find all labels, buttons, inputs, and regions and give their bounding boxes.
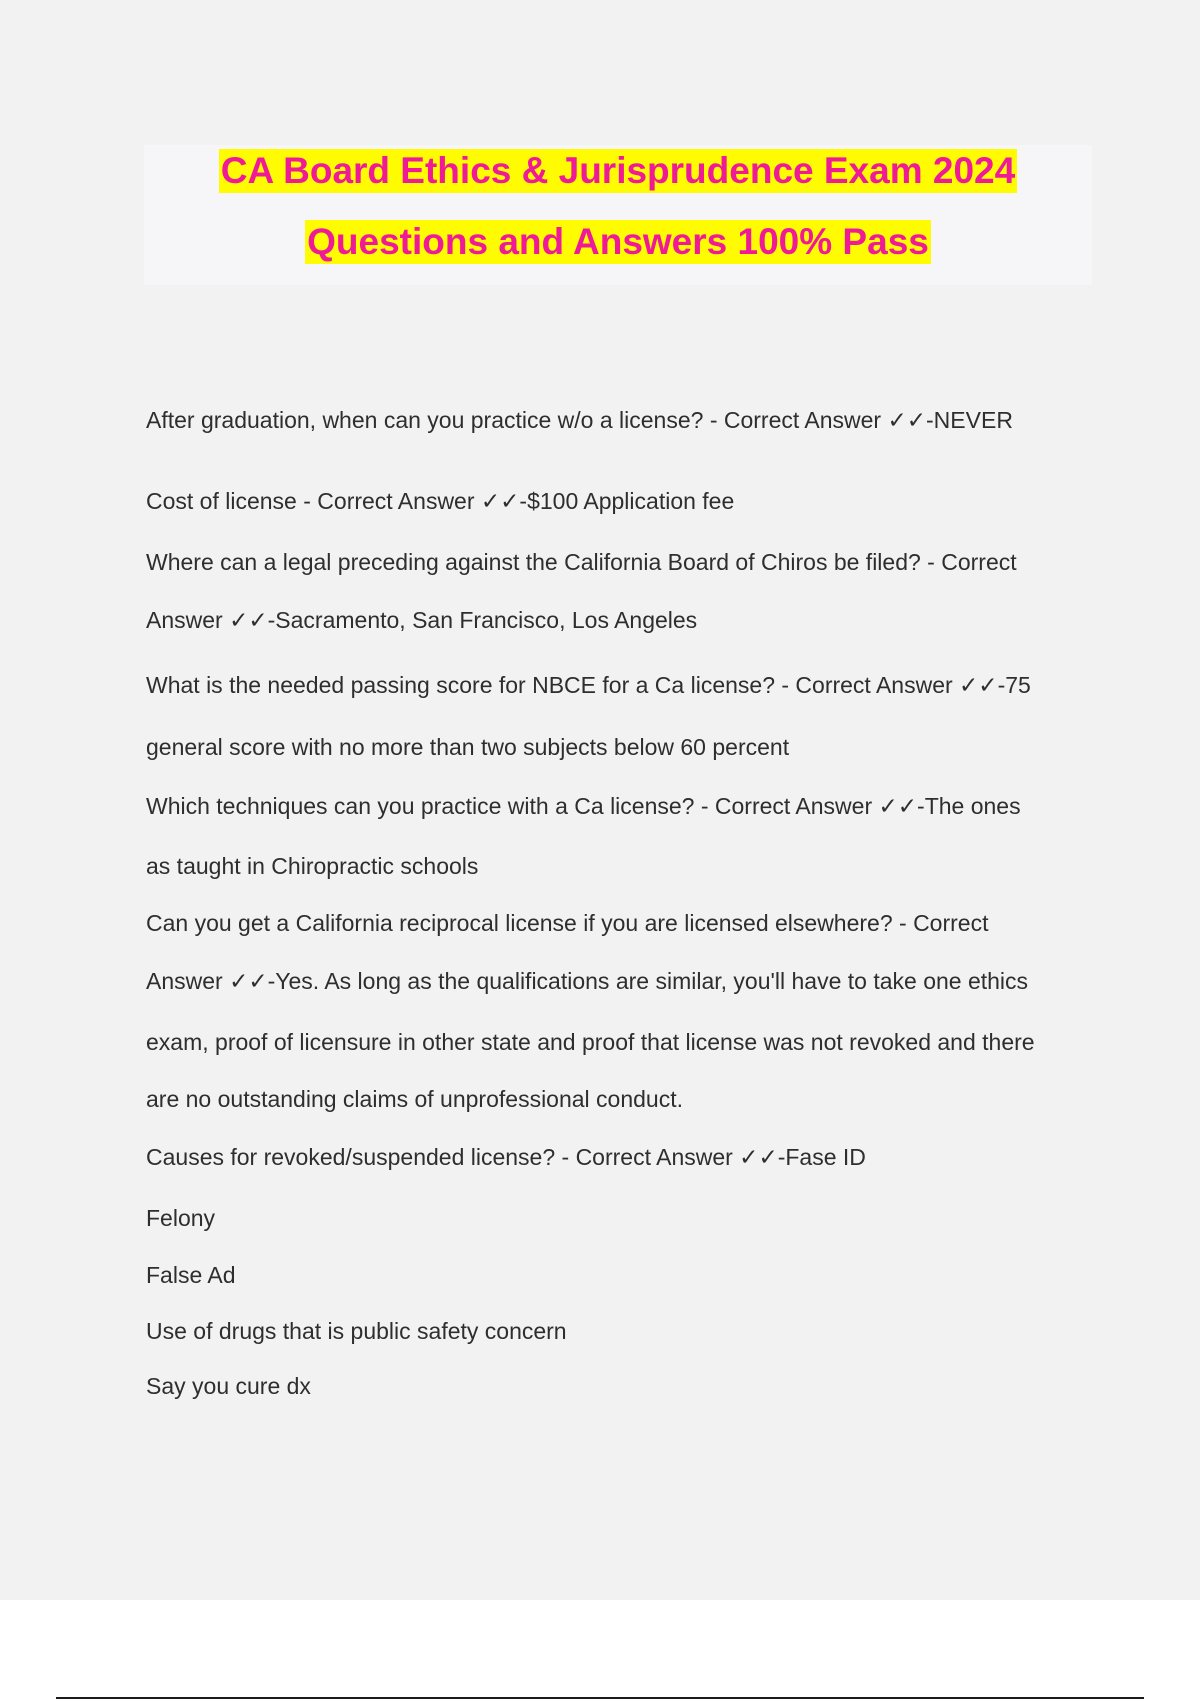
qa-line-9: Can you get a California reciprocal license if you are licensed elsewhere? - Correct [146,910,989,936]
qa-line-10: Answer ✓✓-Yes. As long as the qualifications are similar, you'll have to take one ethics [146,968,1029,994]
qa-line-12: are no outstanding claims of unprofessional conduct. [146,1086,683,1112]
qa-line-5: What is the needed passing score for NBCE for a Ca license? - Correct Answer ✓✓-75 [146,672,1031,698]
qa-line-11: exam, proof of licensure in other state and proof that license was not revoked and there [146,1029,1035,1055]
qa-line-17: Say you cure dx [146,1373,311,1399]
qa-line-15: False Ad [146,1262,236,1288]
qa-line-1: After graduation, when can you practice w/o a license? - Correct Answer ✓✓-NEVER [146,407,1013,433]
qa-line-4: Answer ✓✓-Sacramento, San Francisco, Los Angeles [146,607,698,633]
qa-line-2: Cost of license - Correct Answer ✓✓-$100 Application fee [146,488,735,514]
title-block [144,145,1092,285]
qa-line-3: Where can a legal preceding against the California Board of Chiros be filed? - Correct [146,549,1017,575]
qa-line-6: general score with no more than two subjects below 60 percent [146,734,790,760]
document-title-line-1: CA Board Ethics & Jurisprudence Exam 2024 [220,150,1016,191]
qa-line-13: Causes for revoked/suspended license? - Correct Answer ✓✓-Fase ID [146,1144,866,1170]
qa-line-14: Felony [146,1205,216,1231]
qa-line-7: Which techniques can you practice with a Ca license? - Correct Answer ✓✓-The ones [146,793,1021,819]
qa-line-8: as taught in Chiropractic schools [146,853,479,879]
footer-rule [56,1697,1144,1699]
qa-line-16: Use of drugs that is public safety concern [146,1318,567,1344]
document-title-line-2: Questions and Answers 100% Pass [307,221,929,262]
